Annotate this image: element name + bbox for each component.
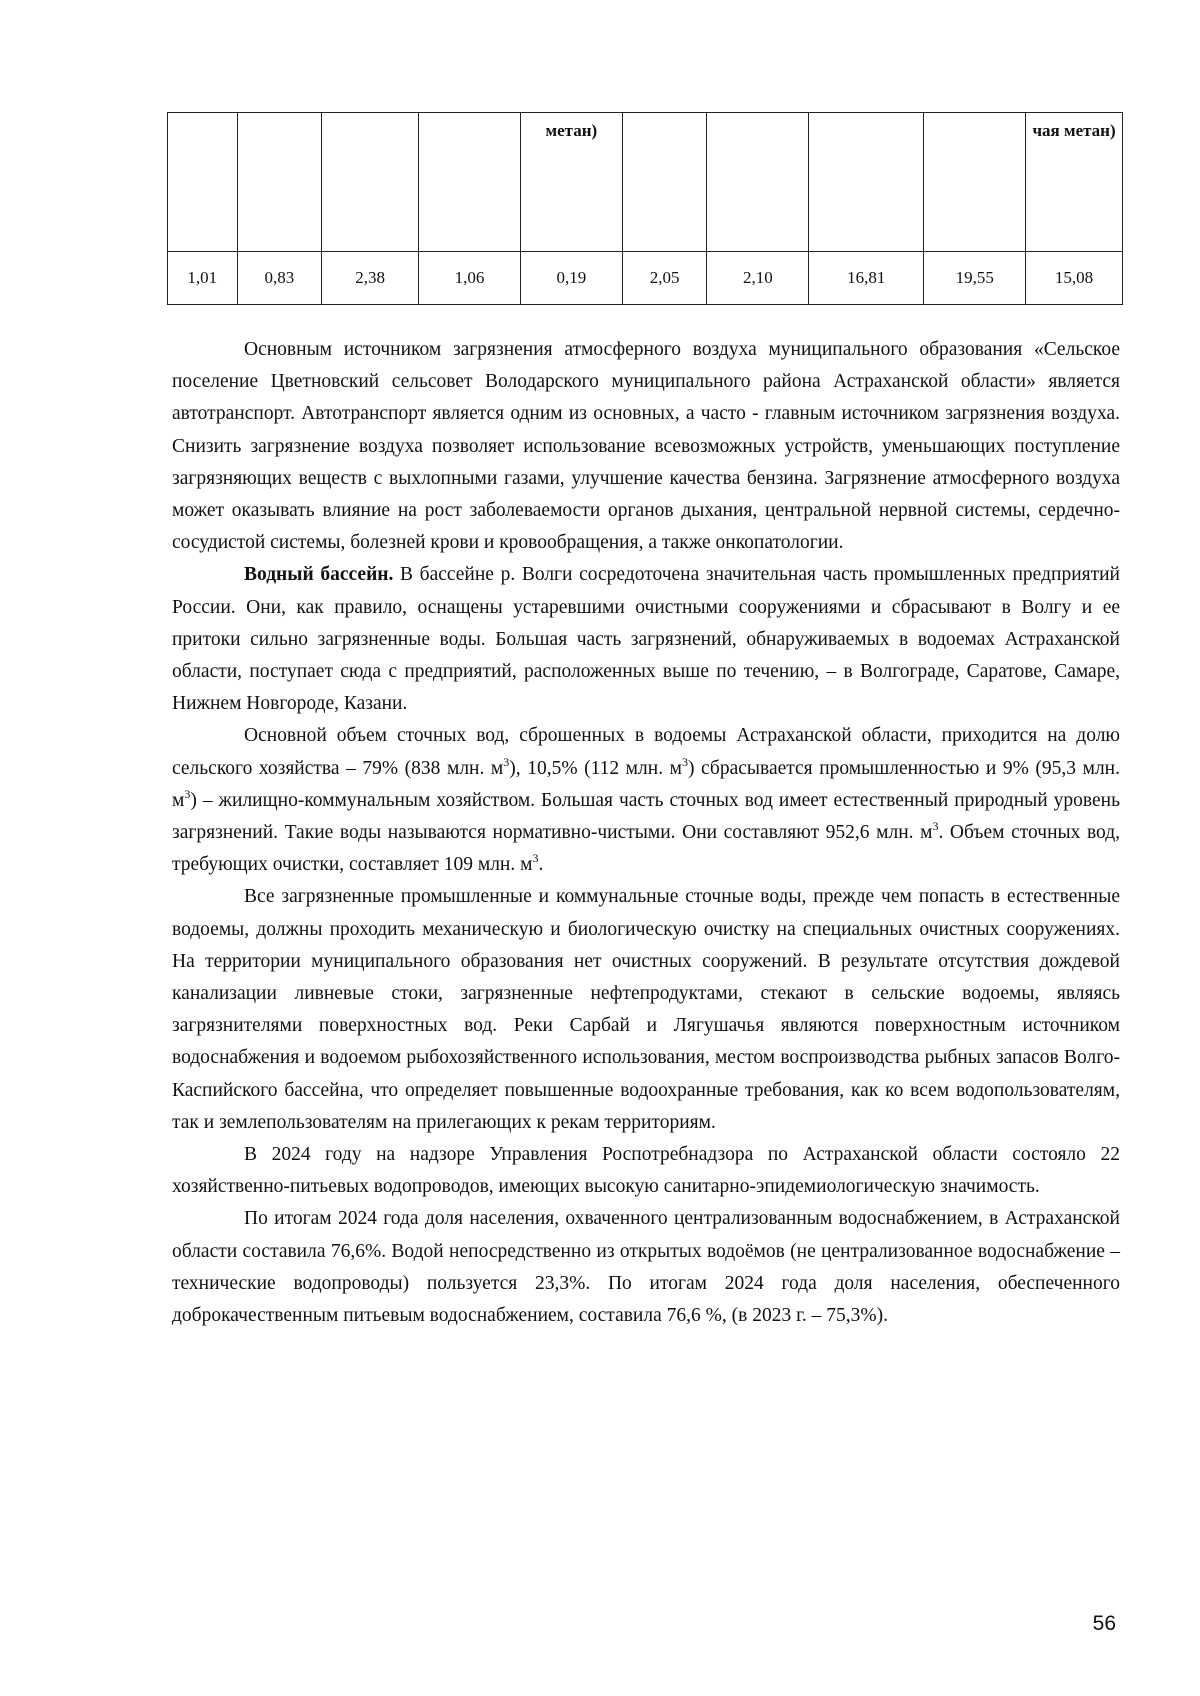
page-number: 56 — [1092, 1612, 1116, 1635]
paragraph-air-pollution: Основным источником загрязнения атмосферного воздуха муниципального образования «Сельское поселение Цветновский сельсовет Володарского муниципального района Астраханской области» является автотранспорт. Автотранспорт является одним из основных, а часто - главным источником загрязнения воздуха. Снизить загрязнение воздуха позволяет использование всевозможных устройств, уменьшающих поступление загрязняющих веществ с выхлопными газами, улучшение качества бензина. Загрязнение атмосферного воздуха может оказывать влияние на рост заболеваемости органов дыхания, центральной нервной системы, сердечно-сосудистой системы, болезней крови и кровообращения, а также онкопатологии. — [172, 339, 1120, 554]
paragraph-wastewater-volume — [172, 720, 1120, 881]
table-cell: 16,81 — [809, 252, 924, 305]
superscript: 3 — [681, 754, 688, 769]
table-header-cell: чая метан) — [1026, 113, 1123, 252]
text-segment: . Объем сточных вод, требующих очистки, составляет 109 млн. м — [172, 822, 1120, 876]
table-header-cell — [168, 113, 238, 252]
table-header-cell — [809, 113, 924, 252]
table-row — [168, 252, 1123, 305]
table-cell: 15,08 — [1026, 252, 1123, 305]
table-header-cell: метан) — [520, 113, 622, 252]
table-header-row — [168, 113, 1123, 252]
table-cell: 0,83 — [237, 252, 322, 305]
table-cell: 2,05 — [622, 252, 707, 305]
text-segment: Основной объем сточных вод, сброшенных в водоемы Астраханской области, приходится на долю сельского хозяйства – 79% (838 млн. м — [172, 725, 1120, 779]
table-cell: 2,38 — [322, 252, 419, 305]
paragraph-water-supply-oversight: В 2024 году на надзоре Управления Роспотребнадзора по Астраханской области состояло 22 хозяйственно-питьевых водопроводов, имеющих высокую санитарно-эпидемиологическую значимость. — [172, 1144, 1120, 1198]
section-heading-water-basin: Водный бассейн. — [244, 564, 394, 586]
table-cell: 2,10 — [707, 252, 809, 305]
table-header-cell — [322, 113, 419, 252]
table-header-cell — [707, 113, 809, 252]
table-header-cell — [924, 113, 1026, 252]
text-segment: . — [538, 854, 544, 876]
superscript: 3 — [184, 786, 191, 801]
body-text — [172, 334, 1120, 1332]
text-segment: ) сбрасывается промышленностью и 9% (95,3 млн. м — [172, 757, 1120, 811]
table-cell: 1,01 — [168, 252, 238, 305]
table-header-cell — [419, 113, 521, 252]
table-cell: 1,06 — [419, 252, 521, 305]
table-header-cell — [622, 113, 707, 252]
table-header-cell — [237, 113, 322, 252]
table-cell: 19,55 — [924, 252, 1026, 305]
superscript: 3 — [932, 819, 939, 834]
superscript: 3 — [532, 851, 539, 866]
paragraph-text: В бассейне р. Волги сосредоточена значительная часть промышленных предприятий России. Они, как правило, оснащены устаревшими очистными сооружениями и сбрасывают в Волгу и ее притоки сильно загрязненные воды. Большая часть загрязнений, обнаруживаемых в водоемах Астраханской области, поступает сюда с предприятий, расположенных выше по течению, – в Волгограде, Саратове, Самаре, Нижнем Новгороде, Казани. — [172, 564, 1120, 715]
emissions-table — [167, 112, 1123, 305]
paragraph-water-basin — [172, 559, 1120, 720]
paragraph-treatment-facilities: Все загрязненные промышленные и коммунальные сточные воды, прежде чем попасть в естественные водоемы, должны проходить механическую и биологическую очистку на специальных очистных сооружениях. На территории муниципального образования нет очистных сооружений. В результате отсутствия дождевой канализации ливневые стоки, загрязненные нефтепродуктами, стекают в сельские водоемы, являясь загрязнителями поверхностных вод. Реки Сарбай и Лягушачья являются поверхностным источником водоснабжения и водоемом рыбохозяйственного использования, местом воспроизводства рыбных запасов Волго-Каспийского бассейна, что определяет повышенные водоохранные требования, как ко всем водопользователям, так и землепользователям на прилегающих к рекам территориям. — [172, 886, 1120, 1133]
paragraph-water-supply-results: По итогам 2024 года доля населения, охваченного централизованным водоснабжением, в Астраханской области составила 76,6%. Водой непосредственно из открытых водоёмов (не централизованное водоснабжение – технические водопроводы) пользуется 23,3%. По итогам 2024 года доля населения, обеспеченного доброкачественным питьевым водоснабжением, составила 76,6 %, (в 2023 г. – 75,3%). — [172, 1208, 1120, 1327]
table-cell: 0,19 — [520, 252, 622, 305]
superscript: 3 — [503, 754, 510, 769]
text-segment: ), 10,5% (112 млн. м — [509, 757, 682, 779]
text-segment: ) – жилищно-коммунальным хозяйством. Большая часть сточных вод имеет естественный природный уровень загрязнений. Такие воды называются нормативно-чистыми. Они составляют 952,6 млн. м — [172, 789, 1120, 844]
